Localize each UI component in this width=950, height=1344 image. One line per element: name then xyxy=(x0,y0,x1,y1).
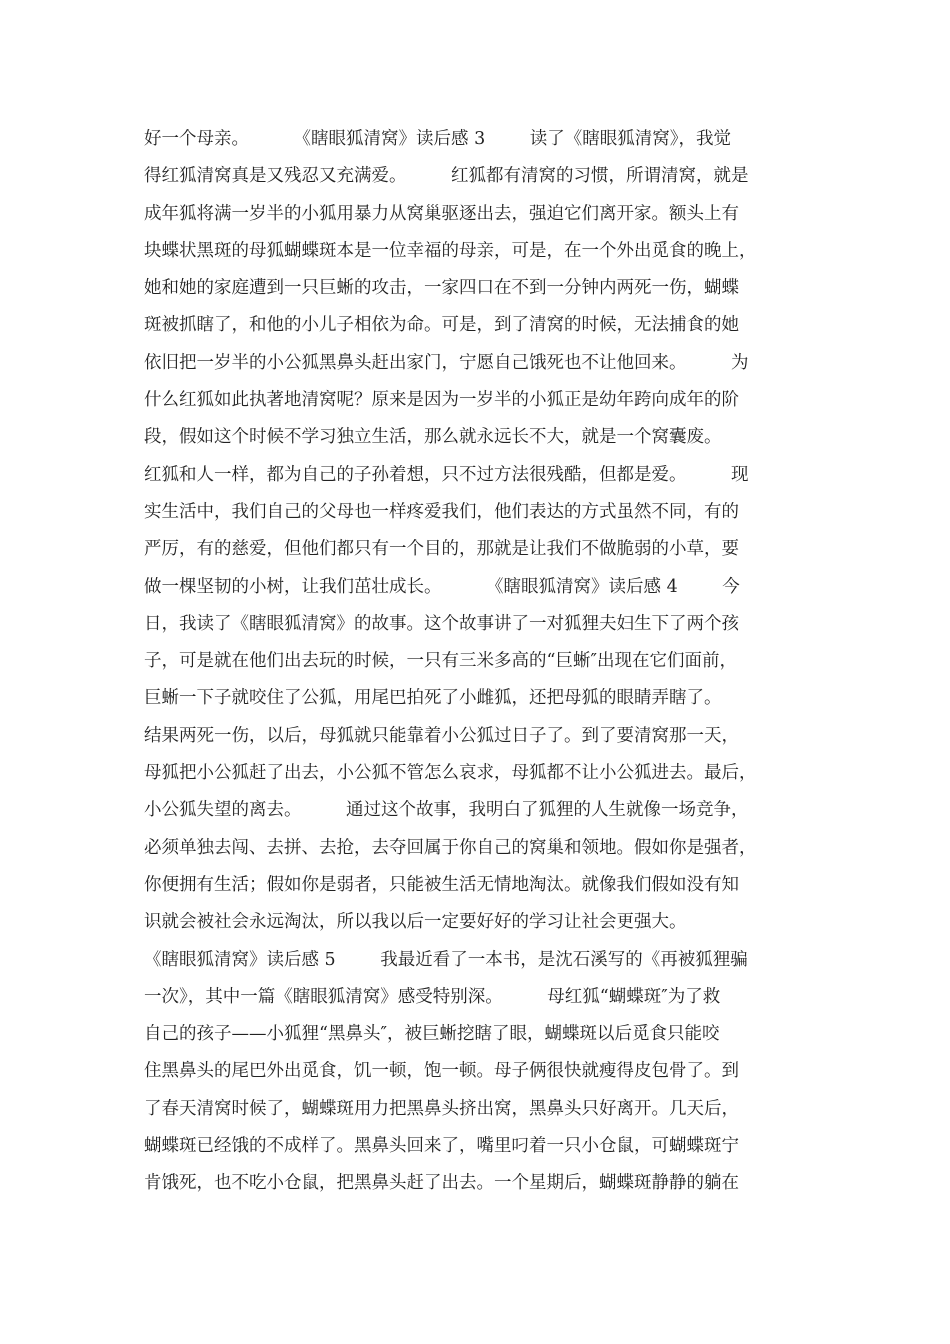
text-line: 巨蜥一下子就咬住了公狐，用尾巴拍死了小雌狐，还把母狐的眼睛弄瞎了。 xyxy=(144,688,722,709)
text-line: 块蝶状黑斑的母狐蝴蝶斑本是一位幸福的母亲，可是，在一个外出觅食的晚上， xyxy=(144,240,757,261)
text-line: 《瞎眼狐清窝》读后感 5 我最近看了一本书，是沈石溪写的《再被狐狸骗 xyxy=(144,949,748,970)
text-line: 什么红狐如此执著地清窝呢？原来是因为一岁半的小狐正是幼年跨向成年的阶 xyxy=(144,390,739,411)
text-line: 段，假如这个时候不学习独立生活，那么就永远长不大，就是一个窝囊废。 xyxy=(144,427,722,448)
text-line: 肯饿死，也不吃小仓鼠，把黑鼻头赶了出去。一个星期后，蝴蝶斑静静的躺在 xyxy=(144,1173,739,1194)
text-line: 子，可是就在他们出去玩的时候，一只有三米多高的“巨蜥″出现在它们面前， xyxy=(144,651,737,672)
text-line: 母狐把小公狐赶了出去，小公狐不管怎么哀求，母狐都不让小公狐进去。最后， xyxy=(144,763,757,784)
text-line: 依旧把一岁半的小公狐黑鼻头赶出家门，宁愿自己饿死也不让他回来。 为 xyxy=(144,352,749,373)
document-body xyxy=(144,121,810,1203)
text-line: 斑被抓瞎了，和他的小儿子相依为命。可是，到了清窝的时候，无法捕食的她 xyxy=(144,315,739,336)
text-line: 好一个母亲。 《瞎眼狐清窝》读后感 3 读了《瞎眼狐清窝》，我觉 xyxy=(144,129,731,149)
text-line: 得红狐清窝真是又残忍又充满爱。 红狐都有清窝的习惯，所谓清窝，就是 xyxy=(144,166,749,187)
text-line: 必须单独去闯、去拼、去抢，去夺回属于你自己的窝巢和领地。假如你是强者， xyxy=(144,837,757,858)
text-line: 结果两死一伤，以后，母狐就只能靠着小公狐过日子了。到了要清窝那一天， xyxy=(144,725,739,746)
text-line: 小公狐失望的离去。 通过这个故事，我明白了狐狸的人生就像一场竞争， xyxy=(144,800,749,821)
text-line: 实生活中，我们自己的父母也一样疼爱我们，他们表达的方式虽然不同，有的 xyxy=(144,501,739,522)
text-line: 日，我读了《瞎眼狐清窝》的故事。这个故事讲了一对狐狸夫妇生下了两个孩 xyxy=(144,613,739,634)
text-line: 了春天清窝时候了，蝴蝶斑用力把黑鼻头挤出窝，黑鼻头只好离开。几天后， xyxy=(144,1098,739,1119)
text-line: 蝴蝶斑已经饿的不成样了。黑鼻头回来了，嘴里叼着一只小仓鼠，可蝴蝶斑宁 xyxy=(144,1136,739,1157)
text-line: 她和她的家庭遭到一只巨蜥的攻击，一家四口在不到一分钟内两死一伤，蝴蝶 xyxy=(144,278,739,299)
text-line: 识就会被社会永远淘汰，所以我以后一定要好好的学习让社会更强大。 xyxy=(144,912,687,933)
text-line: 自己的孩子——小狐狸“黑鼻头″，被巨蜥挖瞎了眼，蝴蝶斑以后觅食只能咬 xyxy=(144,1024,720,1045)
text-line: 你便拥有生活；假如你是弱者，只能被生活无情地淘汰。就像我们假如没有知 xyxy=(144,874,739,895)
text-line: 严厉，有的慈爱，但他们都只有一个目的，那就是让我们不做脆弱的小草，要 xyxy=(144,539,739,560)
text-line: 红狐和人一样，都为自己的子孙着想，只不过方法很残酷，但都是爱。 现 xyxy=(144,464,749,485)
text-line: 成年狐将满一岁半的小狐用暴力从窝巢驱逐出去，强迫它们离开家。额头上有 xyxy=(144,203,739,224)
text-line: 住黑鼻头的尾巴外出觅食，饥一顿，饱一顿。母子俩很快就瘦得皮包骨了。到 xyxy=(144,1061,739,1082)
text-line: 做一棵坚韧的小树，让我们茁壮成长。 《瞎眼狐清窝》读后感 4 今 xyxy=(144,576,740,597)
text-line: 一次》，其中一篇《瞎眼狐清窝》感受特别深。 母红狐“蝴蝶斑″为了救 xyxy=(144,986,721,1007)
